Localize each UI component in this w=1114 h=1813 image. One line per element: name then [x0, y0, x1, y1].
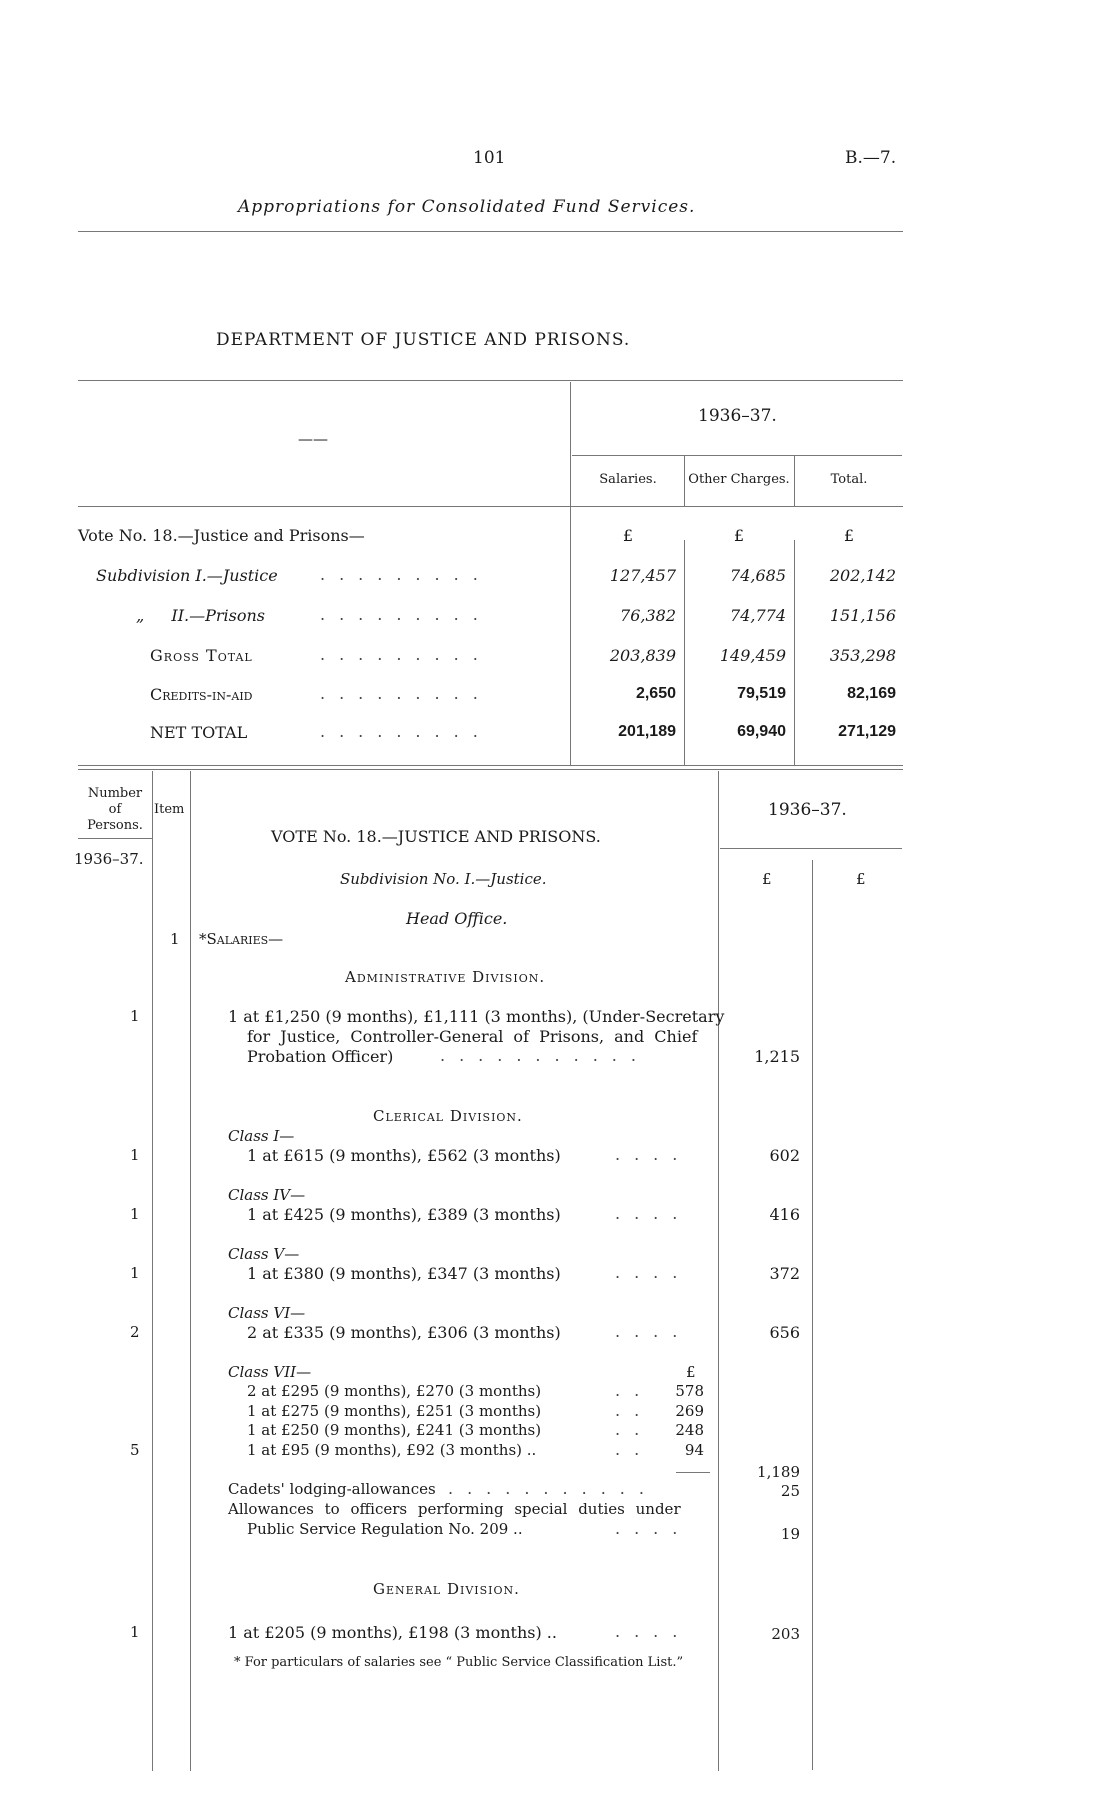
- summary-col-divider: [684, 540, 685, 765]
- year-right: 1936–37.: [768, 800, 847, 820]
- class-name: Class VII—: [228, 1363, 312, 1381]
- summary-total: 353,298: [829, 646, 896, 665]
- summary-row-label: Gross Total: [150, 646, 253, 665]
- department-title: DEPARTMENT OF JUSTICE AND PRISONS.: [216, 330, 631, 350]
- detail-top-rule: [78, 769, 903, 770]
- amount: 416: [769, 1205, 800, 1224]
- summary-salaries: 76,382: [620, 606, 676, 625]
- admin-desc-line: 1 at £1,250 (9 months), £1,111 (3 months), (Under-Secretary: [228, 1007, 725, 1026]
- admin-desc-line: Probation Officer): [247, 1047, 394, 1066]
- summary-currency: £: [622, 526, 634, 545]
- summary-currency: £: [843, 526, 855, 545]
- summary-row-label: „ II.—Prisons: [136, 606, 265, 625]
- col-number-persons: of: [108, 802, 122, 817]
- summary-col-other: Other Charges.: [688, 472, 790, 487]
- leader-dots: .........: [320, 645, 492, 664]
- detail-header-rule: [78, 838, 152, 839]
- class-name: Class I—: [228, 1127, 295, 1145]
- leader-dots: ..: [615, 1420, 654, 1439]
- persons-count: 1: [130, 1007, 140, 1025]
- leader-dots: .........: [320, 605, 492, 624]
- sub-amount: 269: [675, 1402, 704, 1420]
- persons-count: 1: [130, 1264, 140, 1282]
- leader-dots: ....: [615, 1204, 692, 1223]
- amount: 372: [769, 1264, 800, 1283]
- class-desc: 1 at £425 (9 months), £389 (3 months): [247, 1205, 561, 1224]
- summary-vote-label: Vote No. 18.—Justice and Prisons—: [78, 526, 365, 545]
- detail-col-divider: [152, 771, 153, 1771]
- summary-row-label: NET TOTAL: [150, 723, 248, 742]
- item-number: 1: [170, 930, 180, 948]
- amount: 602: [769, 1146, 800, 1165]
- persons-count: 2: [130, 1323, 140, 1341]
- currency-symbol: £: [856, 870, 866, 888]
- summary-top-rule: [78, 380, 903, 381]
- currency-symbol: £: [686, 1363, 696, 1381]
- col-number-persons: Number: [87, 786, 143, 801]
- detail-col-divider: [812, 860, 813, 1770]
- amount: 1,215: [754, 1047, 800, 1066]
- admin-desc-line: for Justice, Controller-General of Prisons, and Chief: [247, 1027, 698, 1046]
- summary-currency: £: [733, 526, 745, 545]
- summary-header-rule: [78, 506, 903, 507]
- class-name: Class IV—: [228, 1186, 306, 1204]
- summary-total: 82,169: [847, 685, 896, 702]
- summary-col-total: Total.: [830, 472, 868, 487]
- year-left: 1936–37.: [74, 850, 144, 868]
- leader-dots: .........: [320, 722, 492, 741]
- general-desc: 1 at £205 (9 months), £198 (3 months) ..: [228, 1623, 557, 1642]
- admin-division-title: Administrative Division.: [345, 968, 546, 986]
- class-desc: 1 at £250 (9 months), £241 (3 months): [247, 1421, 542, 1439]
- cadets-label: Cadets' lodging-allowances: [228, 1480, 436, 1498]
- summary-year-rule: [572, 455, 902, 456]
- summary-col-divider: [570, 382, 571, 765]
- class-desc: 1 at £380 (9 months), £347 (3 months): [247, 1264, 561, 1283]
- general-division-title: General Division.: [373, 1580, 520, 1598]
- allowances-desc: Allowances to officers performing special duties under: [228, 1500, 681, 1518]
- detail-col-divider: [190, 771, 191, 1771]
- summary-other: 79,519: [737, 685, 786, 702]
- persons-count: 1: [130, 1205, 140, 1223]
- subtotal-rule: [676, 1472, 710, 1473]
- summary-col-divider: [794, 540, 795, 765]
- summary-total: 271,129: [838, 723, 896, 740]
- class-desc: 2 at £295 (9 months), £270 (3 months): [247, 1382, 542, 1400]
- allowances-desc: Public Service Regulation No. 209 ..: [247, 1520, 523, 1538]
- summary-total: 151,156: [829, 606, 896, 625]
- subdivision-title: Subdivision No. I.—Justice.: [340, 870, 547, 888]
- summary-row-label: Credits-in-aid: [150, 685, 253, 704]
- class-name: Class V—: [228, 1245, 300, 1263]
- persons-count: 5: [130, 1441, 140, 1459]
- class-name: Class VI—: [228, 1304, 306, 1322]
- summary-other: 74,685: [730, 566, 786, 585]
- amount: 656: [769, 1323, 800, 1342]
- leader-dots: .........: [320, 565, 492, 584]
- clerical-division-title: Clerical Division.: [373, 1107, 523, 1125]
- summary-year: 1936–37.: [698, 406, 777, 426]
- currency-symbol: £: [762, 870, 772, 888]
- persons-count: 1: [130, 1146, 140, 1164]
- leader-dots: .........: [320, 684, 492, 703]
- summary-total: 202,142: [829, 566, 896, 585]
- summary-row-label: Subdivision I.—Justice: [96, 566, 278, 585]
- leader-dots: ..: [615, 1401, 654, 1420]
- summary-other: 69,940: [737, 723, 786, 740]
- summary-dash: ——: [298, 430, 328, 448]
- vote-title: VOTE No. 18.—JUSTICE AND PRISONS.: [271, 827, 601, 846]
- header-rule: [78, 231, 903, 232]
- sub-amount: 578: [675, 1382, 704, 1400]
- salaries-label: *Salaries—: [199, 930, 284, 948]
- head-office-title: Head Office.: [406, 909, 508, 928]
- leader-dots: ...........: [440, 1046, 650, 1065]
- col-number-persons: Persons.: [87, 818, 143, 833]
- summary-col-salaries: Salaries.: [599, 472, 657, 487]
- amount: 203: [771, 1625, 800, 1643]
- sub-amount: 248: [675, 1421, 704, 1439]
- page-reference: B.—7.: [845, 148, 897, 168]
- page-number: 101: [473, 148, 506, 168]
- leader-dots: ....: [615, 1263, 692, 1282]
- summary-salaries: 203,839: [609, 646, 676, 665]
- footnote: * For particulars of salaries see “ Public Service Classification List.”: [234, 1655, 684, 1670]
- amount: 1,189: [757, 1463, 800, 1481]
- summary-salaries: 127,457: [609, 566, 676, 585]
- class-desc: 2 at £335 (9 months), £306 (3 months): [247, 1323, 561, 1342]
- leader-dots: ....: [615, 1145, 692, 1164]
- summary-salaries: 201,189: [618, 723, 676, 740]
- summary-other: 149,459: [719, 646, 786, 665]
- detail-col-divider: [718, 771, 719, 1771]
- class-desc: 1 at £615 (9 months), £562 (3 months): [247, 1146, 561, 1165]
- class-desc: 1 at £275 (9 months), £251 (3 months): [247, 1402, 542, 1420]
- leader-dots: ....: [615, 1519, 692, 1538]
- amount: 25: [780, 1482, 800, 1500]
- running-title: Appropriations for Consolidated Fund Services.: [238, 197, 696, 217]
- summary-salaries: 2,650: [635, 685, 676, 702]
- amount: 19: [780, 1525, 800, 1543]
- leader-dots: ...........: [448, 1479, 658, 1498]
- leader-dots: ....: [615, 1322, 692, 1341]
- leader-dots: ..: [615, 1440, 654, 1459]
- class-desc: 1 at £95 (9 months), £92 (3 months) ..: [247, 1441, 537, 1459]
- detail-header-rule: [720, 848, 902, 849]
- detail-top-rule: [78, 765, 903, 766]
- leader-dots: ..: [615, 1381, 654, 1400]
- summary-other: 74,774: [730, 606, 786, 625]
- persons-count: 1: [130, 1623, 140, 1641]
- leader-dots: ....: [615, 1622, 692, 1641]
- col-item: Item: [154, 802, 185, 817]
- sub-amount: 94: [684, 1441, 704, 1459]
